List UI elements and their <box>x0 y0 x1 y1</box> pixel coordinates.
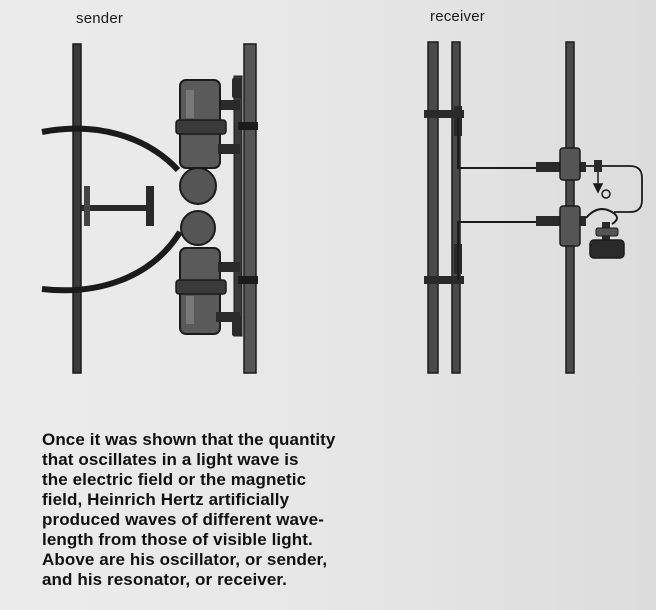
sender-upper-block-highlight <box>186 90 194 118</box>
sender-lower-spark-ball <box>181 211 215 245</box>
receiver-gap-point <box>594 172 602 192</box>
receiver-gap-wire <box>586 166 642 212</box>
caption-line: field, Heinrich Hertz artificially <box>42 490 290 509</box>
sender-upper-ring <box>238 122 258 130</box>
sender-upper-wire <box>42 129 178 170</box>
receiver-lower-terminal-block <box>560 206 580 246</box>
sender-upper-block-band <box>176 120 226 134</box>
caption-line: the electric field or the magnetic <box>42 470 307 489</box>
receiver-screw-collar <box>596 228 618 236</box>
sender-t-bracket-bar <box>146 186 154 226</box>
receiver-gap-knob <box>602 190 610 198</box>
sender-label: sender <box>76 10 124 27</box>
sender-upper-arm <box>218 144 240 154</box>
sender-right-rail-inner <box>234 76 242 336</box>
caption-line: Above are his oscillator, or sender, <box>42 550 328 569</box>
sender-t-bracket-stem <box>81 205 151 211</box>
caption-line: and his resonator, or receiver. <box>42 570 287 589</box>
sender-lower-block-band <box>176 280 226 294</box>
receiver-wire-loop-bottom <box>458 222 540 280</box>
caption-line: Once it was shown that the quantity <box>42 430 336 449</box>
receiver-label: receiver <box>430 8 485 25</box>
sender-lower-ring <box>238 276 258 284</box>
sender-lower-wire <box>42 232 180 290</box>
sender-upper-mount-tab <box>232 78 242 98</box>
receiver-upper-terminal-block <box>560 148 580 180</box>
sender-lower-block-highlight <box>186 296 194 324</box>
sender-right-rail-outer <box>244 44 256 373</box>
sender-apparatus <box>42 44 258 373</box>
caption <box>42 430 452 590</box>
caption-line: produced waves of different wave- <box>42 510 324 529</box>
receiver-apparatus <box>424 42 642 373</box>
receiver-wire-loop-top <box>458 118 540 168</box>
sender-lower-arm <box>218 262 240 272</box>
sender-lower-mount-tab <box>232 316 242 336</box>
caption-line: length from those of visible light. <box>42 530 313 549</box>
sender-upper-spark-ball <box>180 168 216 204</box>
receiver-left-rail-a <box>428 42 438 373</box>
sender-left-rail <box>73 44 81 373</box>
receiver-screw-head <box>590 240 624 258</box>
sender-left-clamp <box>84 186 90 226</box>
caption-line: that oscillates in a light wave is <box>42 450 299 469</box>
receiver-gap-spring <box>586 209 617 224</box>
receiver-gap-post <box>594 160 602 172</box>
receiver-left-rail-b <box>452 42 460 373</box>
